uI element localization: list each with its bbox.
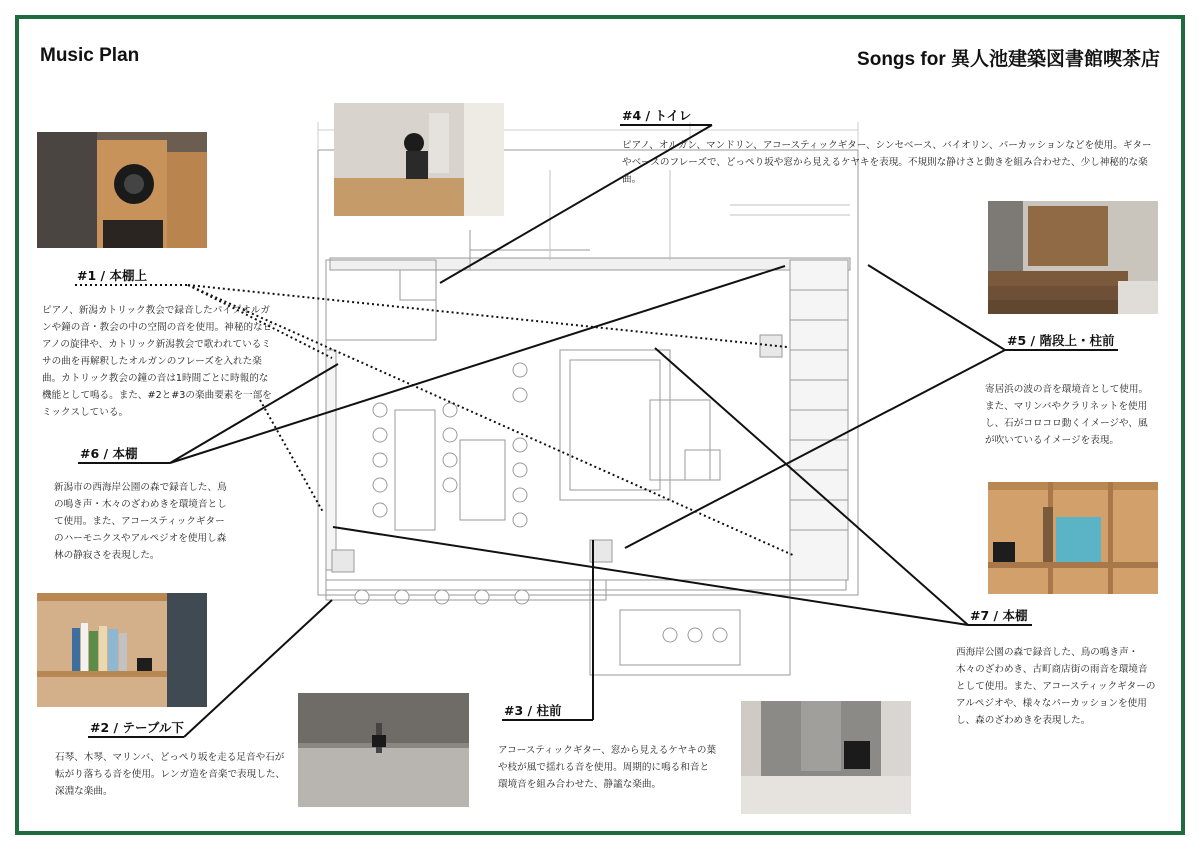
photo-bookshelf-6 xyxy=(37,593,207,707)
photo-bookshelf-speaker xyxy=(37,132,207,248)
area-1-description: ピアノ、新潟カトリック教会で録音したパイプオルガンや鐘の音・教会の中の空間の音を使用。神秘的なピアノの旋律や、カトリック新潟教会で歌われているミサの曲を再解釈したオルガンのフレーズを入れた楽曲。カトリック教会の鐘の音は1時間ごとに時報的な機能として鳴る。また、#2と#3の楽曲要素を一部をミックスしている。 xyxy=(42,305,273,418)
photo-bookshelf-7 xyxy=(988,482,1158,594)
page-subtitle: Songs for 異人池建築図書館喫茶店 xyxy=(857,49,1160,70)
area-7-description: 西海岸公園の森で録音した、鳥の鳴き声・木々のざわめき、古町商店街の雨音を環境音として使用。また、アコースティックギターのアルペジオや、様々なパーカッションを使用し、森のざわめきを表現した。 xyxy=(956,647,1156,726)
area-2-label: #2 / テーブル下 xyxy=(90,720,184,735)
photo-column-speaker xyxy=(741,701,911,814)
area-3-label: #3 / 柱前 xyxy=(504,703,562,718)
area-4-label: #4 / トイレ xyxy=(622,108,692,123)
photo-stairs xyxy=(988,201,1158,314)
area-6-label: #6 / 本棚 xyxy=(80,446,138,461)
area-3-description: アコースティックギター、窓から見えるケヤキの葉や枝が風で揺れる音を使用。周期的に鳴る和音と環境音を組み合わせた、静謐な楽曲。 xyxy=(498,745,717,790)
area-4-description: ピアノ、オルガン、マンドリン、アコースティックギター、シンセベース、バイオリン、パーカッションなどを使用。ギターやベースのフレーズで、どっぺり坂や窓から見えるケヤキを表現。不規則な静けさと動きを組み合わせた、少し神秘的な楽曲。 xyxy=(622,140,1152,185)
area-6-description: 新潟市の西海岸公園の森で録音した、鳥の鳴き声・木々のざわめきを環境音として使用。また、アコースティックギターのハーモニクスやアルペジオを使用し森林の静寂さを表現した。 xyxy=(54,482,227,561)
page-title: Music Plan xyxy=(40,45,140,66)
photo-table-floor xyxy=(298,693,469,807)
area-5-description: 寄居浜の波の音を環境音として使用。また、マリンバやクラリネットを使用し、石がコロコロ動くイメージや、風が吹いているイメージを表現。 xyxy=(985,384,1149,446)
area-5-label: #5 / 階段上・柱前 xyxy=(1007,333,1115,348)
photo-toilet-speaker xyxy=(334,103,504,216)
area-1-label: #1 / 本棚上 xyxy=(77,268,147,283)
area-2-description: 石琴、木琴、マリンバ、どっぺり坂を走る足音や石が転がり落ちる音を使用。レンガ造を音楽で表現した、深淵な楽曲。 xyxy=(55,752,286,797)
area-7-label: #7 / 本棚 xyxy=(970,608,1028,623)
